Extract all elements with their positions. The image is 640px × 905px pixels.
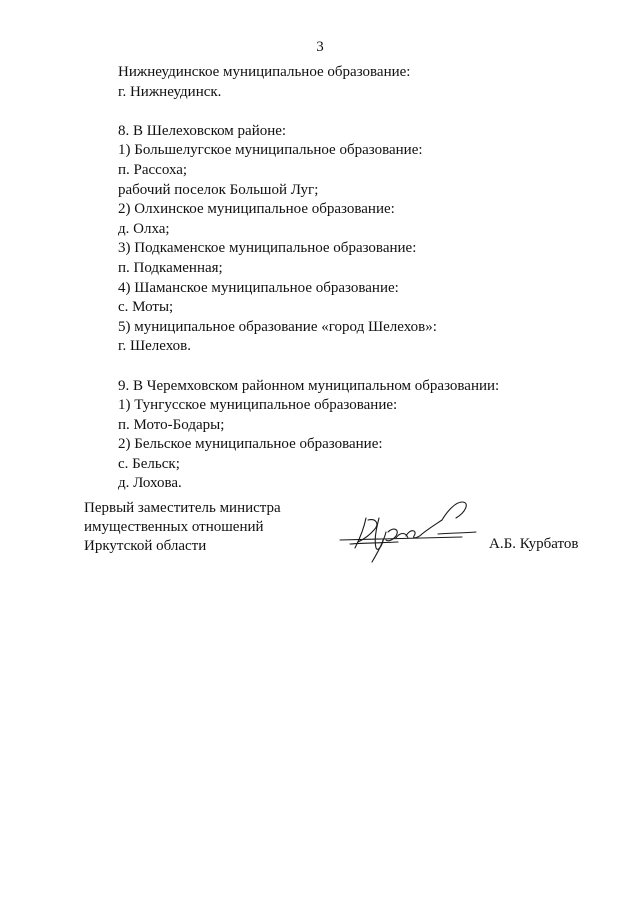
signatory-title-line: Первый заместитель министра [84,500,281,516]
blank-line [118,357,578,377]
signatory-title-line: имущественных отношений [84,519,264,535]
body-line: п. Подкаменная; [118,259,223,276]
body-line: 4) Шаманское муниципальное образование: [118,279,399,296]
signatory-title [84,499,324,556]
body-line: 2) Олхинское муниципальное образование: [118,201,395,218]
body-line: г. Нижнеудинск. [118,83,222,100]
signer-name: А.Б. Курбатов [489,536,579,552]
section-heading: 8. В Шелеховском районе: [118,122,287,139]
body-line: с. Моты; [118,299,174,316]
body-line: п. Рассоха; [118,161,188,178]
body-line: 2) Бельское муниципальное образование: [118,436,383,453]
section-heading: 9. В Черемховском районном муниципальном образовании: [118,377,500,394]
body-line: д. Лохова. [118,475,182,492]
handwritten-signature [338,496,478,564]
document-body [118,63,578,494]
body-line: 1) Большелугское муниципальное образование: [118,142,423,159]
body-line: с. Бельск; [118,455,180,472]
blank-line [118,102,578,122]
body-line: п. Мото-Бодары; [118,416,225,433]
body-line: 3) Подкаменское муниципальное образование: [118,240,417,257]
body-line: 5) муниципальное образование «город Шелехов»: [118,318,437,335]
page-number: 3 [316,39,324,55]
body-line: г. Шелехов. [118,338,191,355]
body-line: 1) Тунгусское муниципальное образование: [118,397,398,414]
body-line: д. Олха; [118,220,170,237]
body-line: рабочий поселок Большой Луг; [118,181,319,198]
body-line: Нижнеудинское муниципальное образование: [118,64,411,80]
signatory-title-line: Иркутской области [84,538,207,554]
